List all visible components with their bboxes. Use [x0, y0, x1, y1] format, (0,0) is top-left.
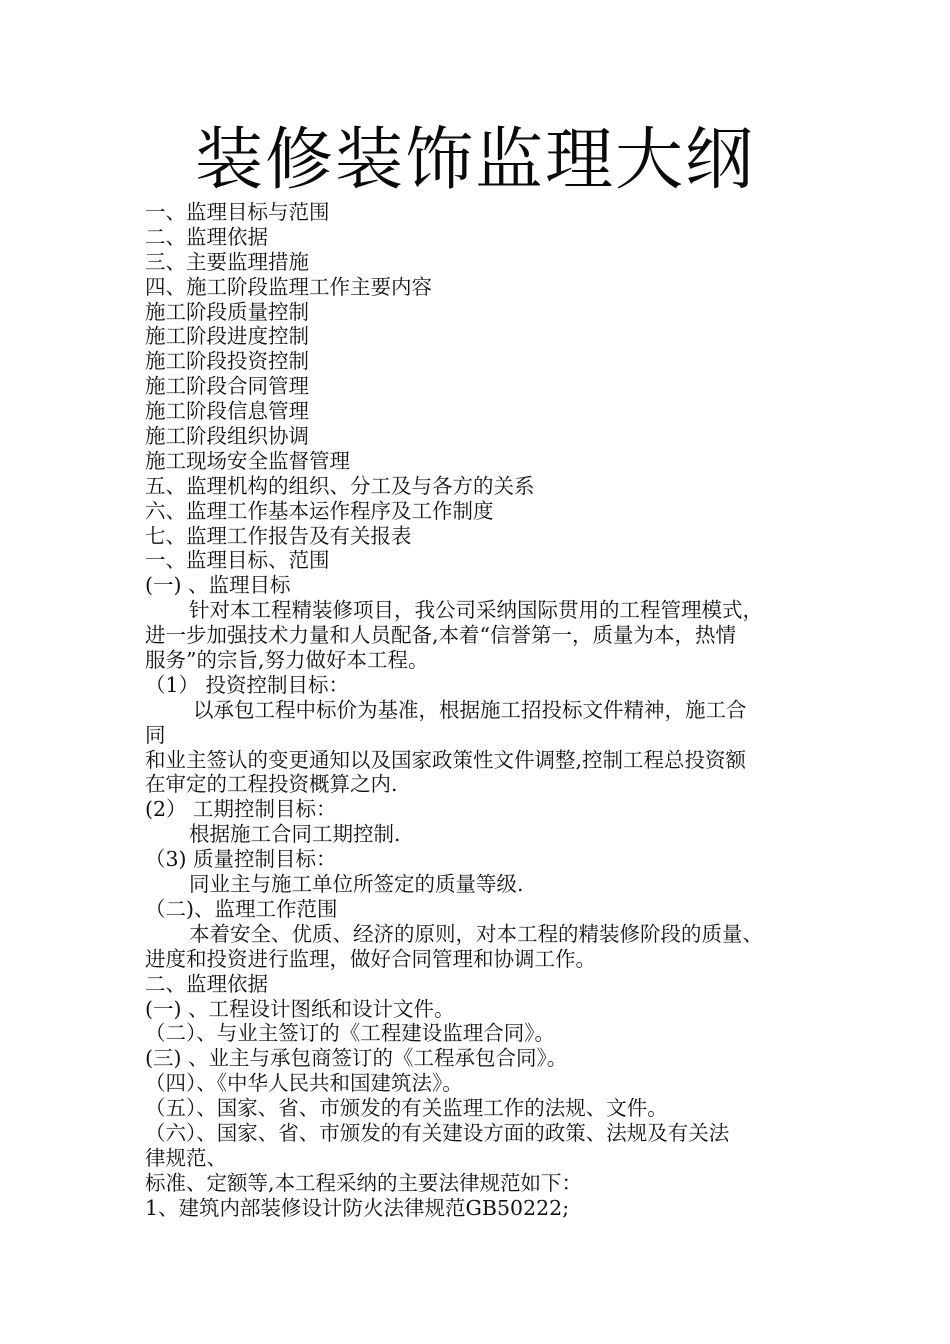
- text-line: 施工阶段信息管理: [145, 399, 309, 424]
- text-line: 1、建筑内部装修设计防火法律规范GB50222;: [145, 1195, 570, 1220]
- text-line: 七、监理工作报告及有关报表: [145, 523, 412, 548]
- text-line: 以承包工程中标价为基准，根据施工招投标文件精神，施工合: [193, 697, 747, 722]
- text-line: （二）、与业主签订的《工程建设监理合同》。: [145, 1021, 555, 1046]
- text-line: 施工阶段投资控制: [145, 349, 309, 374]
- text-line: 同业主与施工单位所签定的质量等级.: [189, 872, 524, 897]
- text-line: 施工阶段组织协调: [145, 424, 309, 449]
- text-line: 本着安全、优质、经济的原则，对本工程的精装修阶段的质量、: [189, 921, 763, 946]
- text-line: 二、监理依据: [145, 224, 268, 249]
- text-line: 律规范、: [145, 1145, 227, 1170]
- text-line: 三、主要监理措施: [145, 249, 309, 274]
- text-line: 施工阶段质量控制: [145, 299, 309, 324]
- text-line: 同: [145, 722, 166, 747]
- text-line: （二)、监理工作范围: [145, 896, 338, 921]
- text-line: 进度和投资进行监理，做好合同管理和协调工作。: [145, 946, 596, 971]
- text-line: (一) 、工程设计图纸和设计文件。: [145, 996, 455, 1021]
- text-line: （六）、国家、省、市颁发的有关建设方面的政策、法规及有关法: [145, 1120, 730, 1145]
- text-line: 标准、定额等,本工程采纳的主要法律规范如下：: [145, 1170, 583, 1195]
- text-line: （五）、国家、省、市颁发的有关监理工作的法规、文件。: [145, 1096, 668, 1121]
- text-line: 四、施工阶段监理工作主要内容: [145, 274, 432, 299]
- text-line: 进一步加强技术力量和人员配备,本着“信誉第一，质量为本，热情: [145, 623, 736, 648]
- text-line: 在审定的工程投资概算之内.: [145, 772, 398, 797]
- text-line: 根据施工合同工期控制.: [189, 822, 401, 847]
- text-line: 针对本工程精装修项目，我公司采纳国际贯用的工程管理模式，: [189, 598, 763, 623]
- text-line: 一、监理目标、范围: [145, 548, 330, 573]
- document-title: 装修装饰监理大纲: [194, 121, 755, 200]
- text-line: 施工阶段合同管理: [145, 374, 309, 399]
- text-line: （四）、《中华人民共和国建筑法》。: [145, 1071, 463, 1096]
- text-line: 二、监理依据: [145, 971, 268, 996]
- text-line: （1） 投资控制目标：: [145, 672, 350, 697]
- document-body: [145, 200, 810, 1221]
- text-line: (一) 、监理目标: [145, 573, 291, 598]
- text-line: （3) 质量控制目标：: [145, 847, 337, 872]
- text-line: 和业主签认的变更通知以及国家政策性文件调整,控制工程总投资额: [145, 747, 747, 772]
- text-line: (2） 工期控制目标：: [145, 797, 337, 822]
- text-line: (三) 、业主与承包商签订的《工程承包合同》。: [145, 1046, 568, 1071]
- text-line: 服务”的宗旨,努力做好本工程。: [145, 648, 429, 673]
- text-line: 施工现场安全监督管理: [145, 448, 350, 473]
- text-line: 六、监理工作基本运作程序及工作制度: [145, 498, 494, 523]
- text-line: 一、监理目标与范围: [145, 200, 330, 224]
- text-line: 施工阶段进度控制: [145, 324, 309, 349]
- text-line: 五、监理机构的组织、分工及与各方的关系: [145, 473, 535, 498]
